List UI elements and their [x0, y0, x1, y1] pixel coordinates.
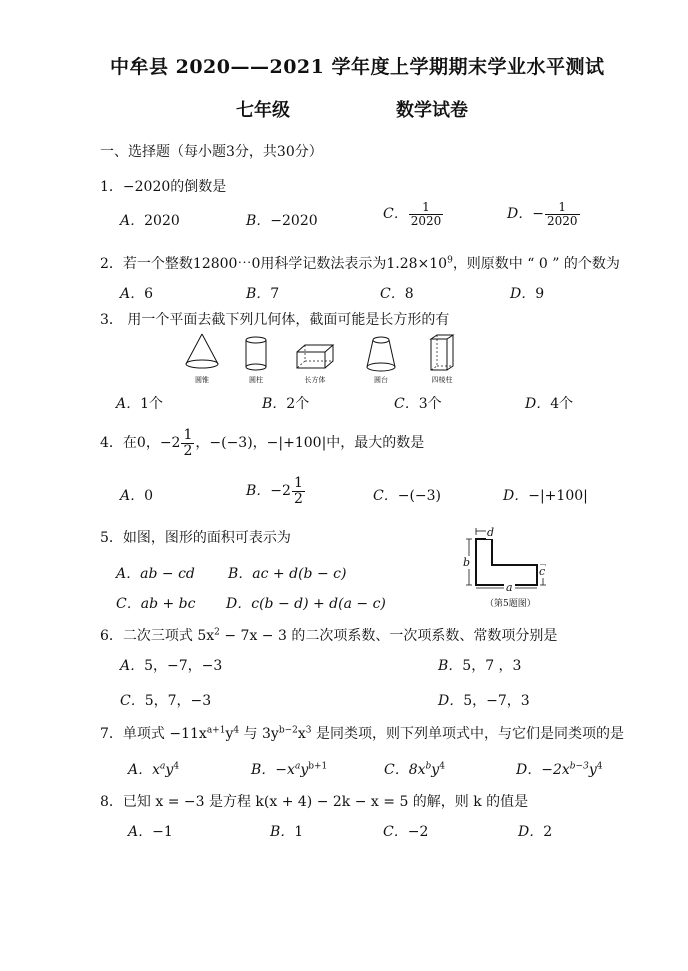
frustum-figure [366, 336, 396, 372]
q7-option-c: C．$8x^by^4$ [384, 761, 445, 778]
q3-option-d: D．4个 [525, 396, 574, 412]
cuboid-figure [296, 344, 334, 370]
q2-option-d: D．9 [510, 286, 545, 302]
q1-option-d: D．− $\frac{1}{2020}$ [507, 200, 578, 228]
q7-option-d: D．$-2x^{b-3}y^4$ [516, 761, 603, 778]
question-8-stem: 8．已知 x = −3 是方程 k(x + 4) − 2k − x = 5 的解，则 k 的值是 [100, 794, 529, 810]
fig-label-b: b [463, 556, 471, 569]
q1-option-a: A．2020 [120, 213, 180, 229]
q5-area-figure [462, 527, 552, 589]
q4-option-c: C．−(−3) [373, 488, 442, 504]
q5-option-a: A．ab − cd [116, 566, 195, 582]
q6-option-c: C．5，7，−3 [120, 693, 212, 709]
shape-label-cuboid: 长方体 [304, 376, 326, 384]
prism-figure [430, 334, 454, 372]
shape-label-frustum: 圆台 [374, 376, 388, 384]
q2-option-b: B．7 [246, 286, 280, 302]
q2-option-a: A．6 [120, 286, 154, 302]
subject-label: 数学试卷 [396, 100, 468, 121]
q6-option-d: D．5，−7，3 [438, 693, 530, 709]
q4-option-b: B．−2 $\frac{1}{2}$ [246, 475, 303, 507]
fig-label-a: a [506, 581, 513, 594]
shape-label-prism: 四棱柱 [431, 376, 453, 384]
q8-option-c: C．−2 [383, 824, 429, 840]
shape-label-cone: 圆锥 [195, 376, 209, 384]
question-5-stem: 5．如图，图形的面积可表示为 [100, 530, 291, 546]
q4-option-d: D．−|+100| [503, 488, 588, 504]
question-1-stem: 1．−2020的倒数是 [100, 179, 227, 195]
q1-option-b: B．−2020 [246, 213, 318, 229]
q8-option-b: B．1 [270, 824, 304, 840]
q5-option-b: B．ac + d(b − c) [228, 566, 347, 582]
exam-title: 中牟县 2020——2021 学年度上学期期末学业水平测试 [110, 56, 605, 78]
q3-option-b: B．2个 [262, 396, 310, 412]
question-2-stem: 2．若一个整数12800⋯0用科学记数法表示为$1.28\times 10^9$，则原数中 “ 0 ” 的个数为 [100, 255, 620, 272]
q5-option-c: C．ab + bc [116, 596, 196, 612]
q5-option-d: D．c(b − d) + d(a − c) [226, 596, 386, 612]
section-heading: 一、选择题（每小题3分，共30分） [100, 144, 323, 160]
fig-caption: （第5题图） [485, 599, 536, 609]
q6-option-a: A．5，−7，−3 [120, 658, 223, 674]
q3-option-a: A．1个 [116, 396, 164, 412]
fig-label-d: d [487, 526, 495, 539]
q2-option-c: C．8 [380, 286, 414, 302]
q4-option-a: A．0 [120, 488, 154, 504]
question-4-stem: 4．在0，−2 $\frac{1}{2}$ ，−(−3)，−|+100|中，最大的数是 [100, 427, 425, 459]
q1-option-c: C． $\frac{1}{2020}$ [383, 200, 442, 228]
shape-label-cylinder: 圆柱 [249, 376, 263, 384]
q3-option-c: C．3个 [394, 396, 442, 412]
q8-option-a: A．−1 [128, 824, 173, 840]
cylinder-figure [245, 336, 267, 372]
question-3-stem: 3． 用一个平面去截下列几何体，截面可能是长方形的有 [100, 312, 450, 328]
fig-label-c: c [539, 565, 546, 578]
question-7-stem: 7．单项式 $-11x^{a+1}y^4$ 与 $3y^{b-2}x^3$ 是同类项，则下列单项式中，与它们是同类项的是 [100, 725, 624, 742]
grade-label: 七年级 [236, 100, 290, 121]
q8-option-d: D．2 [518, 824, 553, 840]
q6-option-b: B．5，7 ，3 [438, 658, 522, 674]
q7-option-a: A．$x^ay^4$ [128, 761, 180, 778]
q7-option-b: B．$-x^ay^{b+1}$ [251, 761, 328, 778]
cone-figure [184, 332, 220, 372]
question-6-stem: 6．二次三项式 $5x^2 - 7x - 3$ 的二次项系数、一次项系数、常数项分别是 [100, 627, 558, 644]
